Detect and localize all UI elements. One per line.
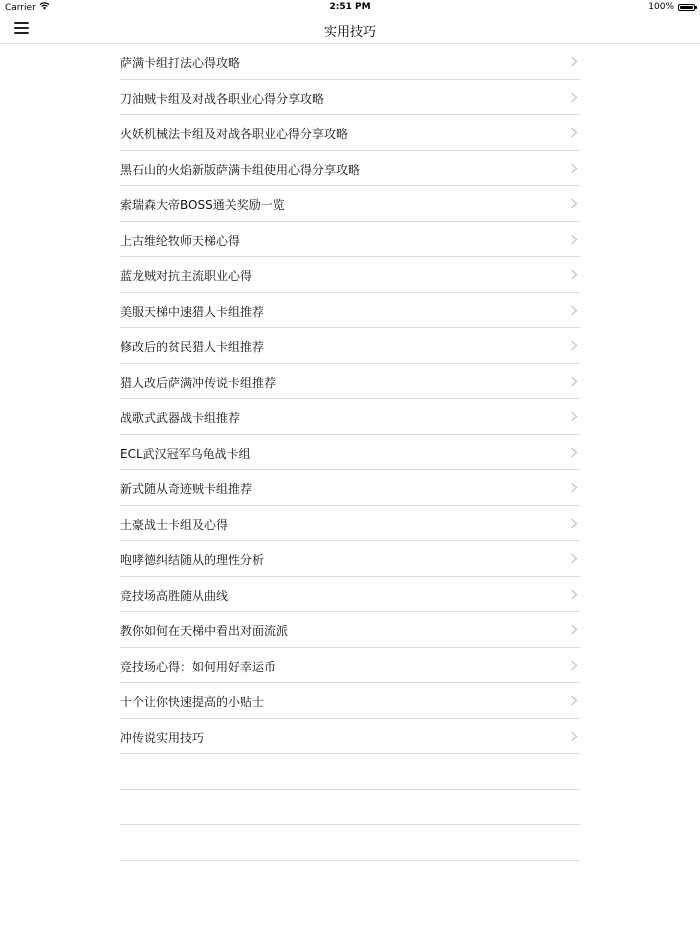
list-item[interactable] bbox=[120, 577, 580, 613]
list-item[interactable] bbox=[120, 364, 580, 400]
list-item-label: 教你如何在天梯中看出对面流派 bbox=[120, 624, 289, 638]
chevron-right-icon bbox=[570, 411, 578, 422]
list-item-label: 火妖机械法卡组及对战各职业心得分享攻略 bbox=[120, 127, 349, 141]
list-item-label: 土豪战士卡组及心得 bbox=[120, 517, 229, 532]
list-item-label: 新式随从奇迹贼卡组推荐 bbox=[120, 482, 253, 496]
list-item-label: 猎人改后萨满冲传说卡组推荐 bbox=[120, 375, 277, 390]
empty-row bbox=[120, 790, 580, 826]
list-item[interactable] bbox=[120, 222, 580, 258]
chevron-right-icon bbox=[570, 589, 578, 600]
chevron-right-icon bbox=[570, 56, 578, 67]
list-item[interactable] bbox=[120, 115, 580, 151]
list-item-label: 竞技场高胜随从曲线 bbox=[120, 588, 229, 603]
battery-percent: 100% bbox=[648, 2, 674, 12]
list-item-label: ECL武汉冠军乌龟战卡组 bbox=[120, 446, 251, 461]
list-item[interactable] bbox=[120, 683, 580, 719]
list-item[interactable] bbox=[120, 541, 580, 577]
chevron-right-icon bbox=[570, 731, 578, 742]
list-item-label: 修改后的贫民猎人卡组推荐 bbox=[120, 340, 265, 354]
chevron-right-icon bbox=[570, 695, 578, 706]
chevron-right-icon bbox=[570, 624, 578, 635]
empty-row bbox=[120, 754, 580, 790]
list-item[interactable] bbox=[120, 186, 580, 222]
chevron-right-icon bbox=[570, 340, 578, 351]
chevron-right-icon bbox=[570, 305, 578, 316]
list-item[interactable] bbox=[120, 470, 580, 506]
list-item[interactable] bbox=[120, 328, 580, 364]
list-item[interactable] bbox=[120, 399, 580, 435]
list-item[interactable] bbox=[120, 648, 580, 684]
list-item[interactable] bbox=[120, 80, 580, 116]
battery-icon bbox=[678, 4, 695, 11]
navigation-bar bbox=[0, 14, 700, 44]
carrier-label: Carrier bbox=[5, 2, 36, 13]
chevron-right-icon bbox=[570, 234, 578, 245]
list-item-label: 美服天梯中速猎人卡组推荐 bbox=[120, 304, 265, 319]
list-item-label: 咆哮德纠结随从的理性分析 bbox=[120, 553, 265, 567]
list-item[interactable] bbox=[120, 151, 580, 187]
chevron-right-icon bbox=[570, 127, 578, 138]
list-item[interactable] bbox=[120, 506, 580, 542]
list-item[interactable] bbox=[120, 612, 580, 648]
chevron-right-icon bbox=[570, 660, 578, 671]
chevron-right-icon bbox=[570, 447, 578, 458]
list-item-label: 萨满卡组打法心得攻略 bbox=[120, 56, 241, 70]
list-item[interactable] bbox=[120, 293, 580, 329]
list-item[interactable] bbox=[120, 44, 580, 80]
chevron-right-icon bbox=[570, 376, 578, 387]
status-time: 2:51 PM bbox=[329, 2, 371, 12]
chevron-right-icon bbox=[570, 518, 578, 529]
chevron-right-icon bbox=[570, 198, 578, 209]
list-item-label: 索瑞森大帝BOSS通关奖励一览 bbox=[120, 198, 285, 212]
list-item[interactable] bbox=[120, 435, 580, 471]
chevron-right-icon bbox=[570, 92, 578, 103]
list-item[interactable] bbox=[120, 719, 580, 755]
status-right bbox=[648, 2, 695, 12]
chevron-right-icon bbox=[570, 553, 578, 564]
list-item[interactable] bbox=[120, 257, 580, 293]
list-item-label: 蓝龙贼对抗主流职业心得 bbox=[120, 269, 253, 283]
chevron-right-icon bbox=[570, 482, 578, 493]
empty-row bbox=[120, 825, 580, 861]
article-list bbox=[120, 44, 580, 861]
list-item-label: 竞技场心得：如何用好幸运币 bbox=[120, 659, 277, 674]
list-item-label: 黑石山的火焰新版萨满卡组使用心得分享攻略 bbox=[120, 162, 361, 177]
page-title: 实用技巧 bbox=[323, 25, 376, 40]
list-item-label: 上古维纶牧师天梯心得 bbox=[120, 233, 241, 248]
list-item-label: 冲传说实用技巧 bbox=[120, 730, 205, 745]
list-item-label: 战歌式武器战卡组推荐 bbox=[120, 411, 241, 425]
list-item-label: 十个让你快速提高的小贴士 bbox=[120, 695, 265, 709]
chevron-right-icon bbox=[570, 269, 578, 280]
list-item-label: 刀油贼卡组及对战各职业心得分享攻略 bbox=[120, 91, 325, 106]
status-bar bbox=[0, 0, 700, 14]
chevron-right-icon bbox=[570, 163, 578, 174]
